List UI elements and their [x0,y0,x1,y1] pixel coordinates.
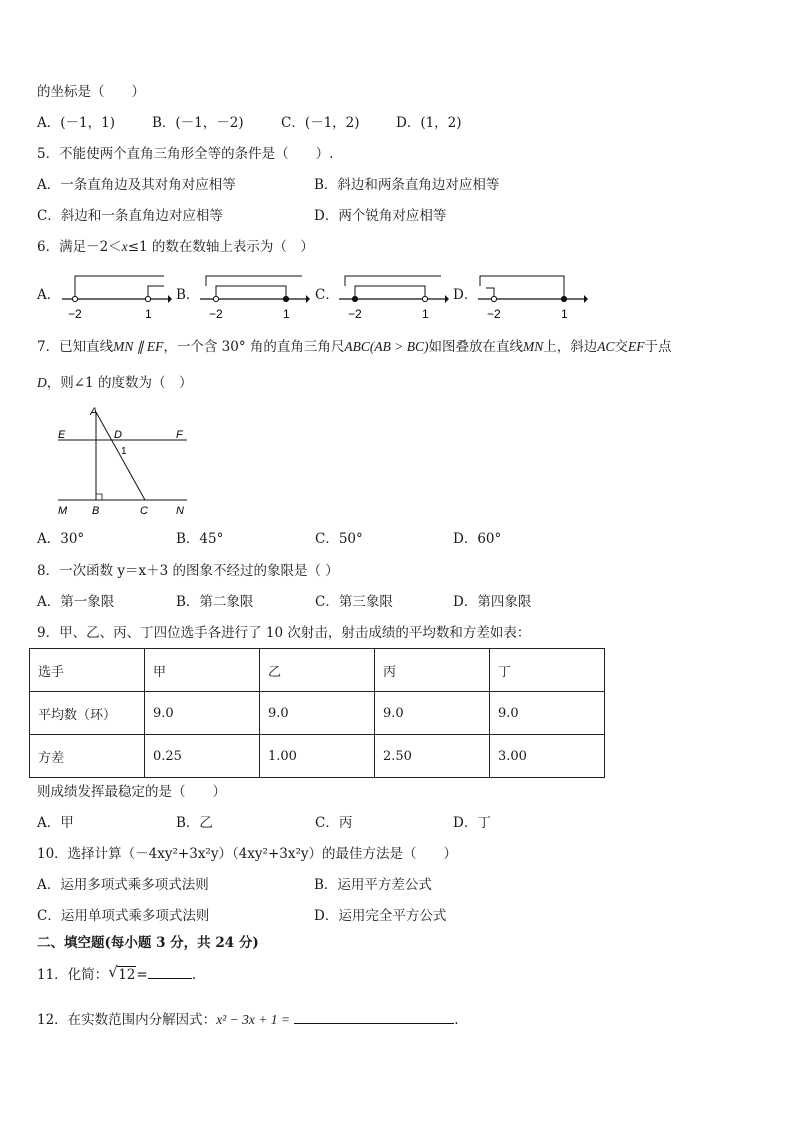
table-cell: 9.0 [490,692,605,735]
number-line-b-tick-right: 1 [283,307,290,320]
q10-option-a: A．运用多项式乘多项式法则 [37,877,209,893]
q6-stem [37,238,314,256]
table-cell: 方差 [30,735,145,778]
table-row [30,735,605,778]
q12-expression: x² − 3x + 1 = [216,1012,290,1027]
q12 [37,1009,459,1029]
figure-label-m: M [58,505,68,517]
q9-stem: 9．甲、乙、丙、丁四位选手各进行了 10 次射击，射击成绩的平均数和方差如表： [37,625,531,641]
q7-number: 7．已知直线 [37,339,114,355]
q9-option-c: C．丙 [315,815,353,831]
q10-option-b: B．运用平方差公式 [314,877,432,893]
number-line-a-tick-right: 1 [145,307,152,320]
q6-stem-var: x [121,239,128,254]
q10-option-c: C．运用单项式乘多项式法则 [37,908,210,924]
q7-option-b: B．45° [176,531,224,547]
q4-stem-tail: 的坐标是（ ） [37,84,145,100]
q5-option-c: C．斜边和一条直角边对应相等 [37,208,223,224]
table-cell: 9.0 [145,692,260,735]
figure-label-f: F [176,429,183,441]
figure-label-d: D [114,429,122,441]
table-cell: 平均数（环） [30,692,145,735]
q9-option-b: B．乙 [176,815,213,831]
number-line-b-tick-left: −2 [209,307,223,320]
q11-equals: = [136,967,148,983]
q7-stem-line2 [37,374,192,392]
q7-abc: ABC [344,339,370,354]
q7-text-6: ，则∠1 的度数为（ ） [46,375,193,391]
q5-option-d: D．两个锐角对应相等 [314,208,447,224]
q7-condition: (AB > BC) [369,339,429,354]
q8-option-a: A．第一象限 [37,594,115,610]
q10-stem: 10．选择计算（－4xy²+3x²y）（4xy²+3x²y）的最佳方法是（ ） [37,846,458,862]
table-cell: 丙 [375,649,490,692]
radical-sign-icon: √ [108,963,118,981]
q11-radicand: 12 [118,967,136,983]
q7-option-d: D．60° [453,531,502,547]
q7-text-3: 上，斜边 [543,339,598,355]
q7-d: D [37,375,47,390]
table-row [30,692,605,735]
q11-label: 11．化简： [37,967,109,983]
q7-option-c: C．50° [315,531,363,547]
q9-option-a: A．甲 [37,815,74,831]
q7-text-5: 于点 [644,339,672,355]
q7-stem-line1 [37,338,671,356]
q10-option-d: D．运用完全平方公式 [314,908,447,924]
q8-option-b: B．第二象限 [176,594,254,610]
number-line-a-tick-left: −2 [68,307,82,320]
q6-stem-pre: 6．满足－2＜ [37,239,122,255]
q8-option-d: D．第四象限 [453,594,532,610]
q12-period: . [454,1012,459,1028]
table-cell: 0.25 [145,735,260,778]
table-cell: 9.0 [260,692,375,735]
q8-option-c: C．第三象限 [315,594,393,610]
q8-stem: 8．一次函数 y＝x＋3 的图象不经过的象限是（ ） [37,563,339,579]
number-line-c-tick-right: 1 [422,307,429,320]
figure-label-b: B [92,505,100,517]
q11-answer-blank[interactable] [148,964,192,979]
table-cell: 2.50 [375,735,490,778]
number-line-d [476,268,590,320]
q4-option-a: A．(－1，1) [37,115,115,131]
figure-label-e: E [58,429,66,441]
q7-ef: EF [627,339,645,354]
score-table [29,648,605,778]
section-title: 二、填空题(每小题 3 分，共 24 分) [37,935,259,951]
table-cell: 乙 [260,649,375,692]
table-row [30,649,605,692]
table-cell: 3.00 [490,735,605,778]
triangle-figure [52,402,192,518]
q6-stem-post: ≤1 的数在数轴上表示为（ ） [127,239,314,255]
q7-mn: MN [522,339,544,354]
q11 [37,964,196,984]
q6-option-c-letter: C． [315,287,339,303]
table-cell: 甲 [145,649,260,692]
number-line-d-tick-right: 1 [561,307,568,320]
q7-ac: AC [597,339,615,354]
figure-label-n: N [176,505,184,517]
q9-question: 则成绩发挥最稳定的是（ ） [37,784,226,800]
q4-option-d: D．(1，2) [396,115,462,131]
q7-text-2: 如图叠放在直线 [428,339,523,355]
number-line-b [198,268,310,320]
number-line-c-tick-left: −2 [348,307,362,320]
q4-option-c: C．(－1，2) [281,115,360,131]
q6-option-d-letter: D． [453,287,478,303]
q6-option-a-letter: A． [37,287,61,303]
number-line-d-tick-left: −2 [487,307,501,320]
number-line-a [60,268,172,320]
q11-period: . [191,967,196,983]
figure-label-a: A [90,406,98,418]
table-cell: 9.0 [375,692,490,735]
number-line-c [337,268,449,320]
q7-text-1: ，一个含 30° 角的直角三角尺 [163,339,345,355]
q5-option-b: B．斜边和两条直角边对应相等 [314,177,500,193]
table-cell: 选手 [30,649,145,692]
q7-option-a: A．30° [37,531,85,547]
table-cell: 1.00 [260,735,375,778]
q5-option-a: A．一条直角边及其对角对应相等 [37,177,236,193]
q7-mn-ef: MN ∥ EF [113,339,164,354]
q12-answer-blank[interactable] [294,1009,454,1024]
table-cell: 丁 [490,649,605,692]
q5-stem: 5．不能使两个直角三角形全等的条件是（ ）. [37,146,334,162]
figure-label-c: C [140,505,148,517]
q4-option-b: B．(－1，－2) [152,115,244,131]
figure-label-angle-1: 1 [121,446,127,457]
q9-option-d: D．丁 [453,815,491,831]
q6-option-b-letter: B． [176,287,200,303]
q7-text-4: 交 [614,339,628,355]
q12-label: 12．在实数范围内分解因式： [37,1012,217,1028]
sqrt-symbol [108,963,136,984]
